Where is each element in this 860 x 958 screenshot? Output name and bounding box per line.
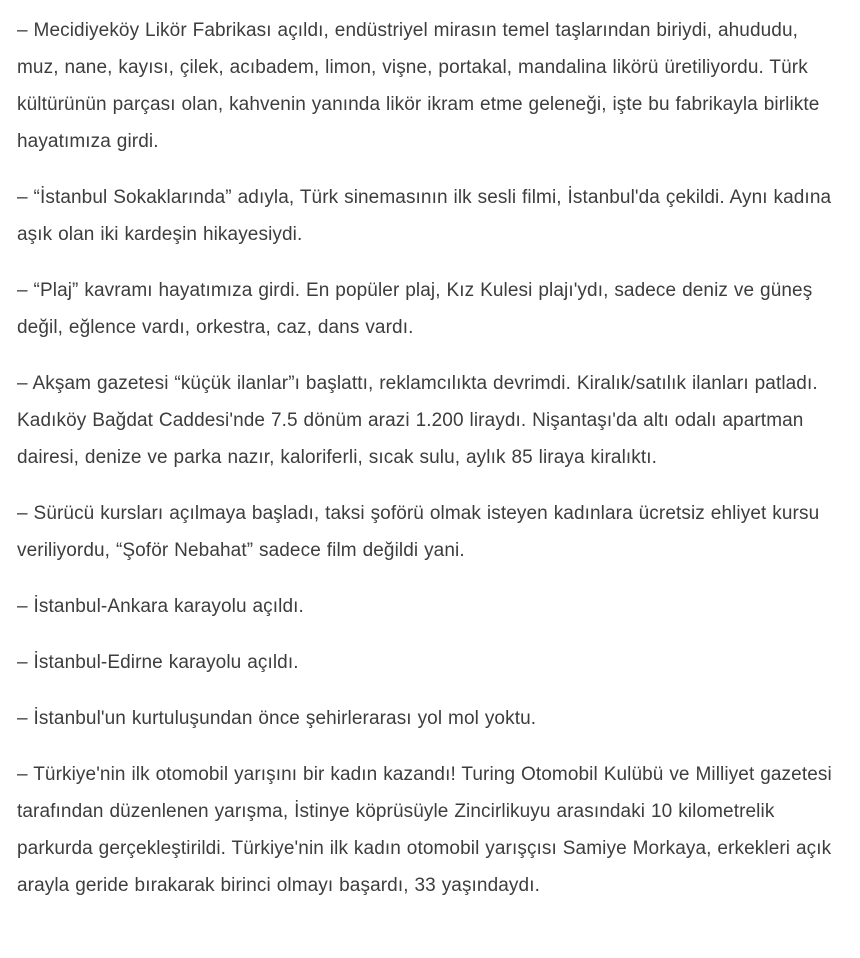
article-paragraph-likor-fabrikasi: – Mecidiyeköy Likör Fabrikası açıldı, endüstriyel mirasın temel taşlarından biriydi, ahududu, muz, nane, kayısı, çilek, acıbadem, limon, vişne, portakal, mandalina likörü üretiliyordu. Türk kültürünün parçası olan, kahvenin yanında likör ikram etme geleneği, işte bu fabrikayla birlikte hayatımıza girdi. (17, 20, 820, 152)
article-paragraph-kucuk-ilanlar: – Akşam gazetesi “küçük ilanlar”ı başlattı, reklamcılıkta devrimdi. Kiralık/satılık ilanları patladı. Kadıköy Bağdat Caddesi'nde 7.5 dönüm arazi 1.200 liraydı. Nişantaşı'da altı odalı apartman dairesi, denize ve parka nazır, kaloriferli, sıcak sulu, aylık 85 liraya kiralıktı. (17, 373, 818, 468)
article-paragraph-ilk-otomobil-yarisi: – Türkiye'nin ilk otomobil yarışını bir kadın kazandı! Turing Otomobil Kulübü ve Milliyet gazetesi tarafından düzenlenen yarışma, İstinye köprüsüyle Zincirlikuyu arasındaki 10 kilometrelik parkurda gerçekleştirildi. Türkiye'nin ilk kadın otomobil yarışçısı Samiye Morkaya, erkekleri açık arayla geride bırakarak birinci olmayı başardı, 33 yaşındaydı. (17, 764, 832, 896)
article-paragraph-sehirlerarasi-yol: – İstanbul'un kurtuluşundan önce şehirlerarası yol mol yoktu. (17, 708, 537, 729)
article-paragraph-surucu-kurslari: – Sürücü kursları açılmaya başladı, taksi şoförü olmak isteyen kadınlara ücretsiz ehliyet kursu veriliyordu, “Şoför Nebahat” sadece film değildi yani. (17, 503, 820, 561)
article-paragraph-ilk-sesli-film: – “İstanbul Sokaklarında” adıyla, Türk sinemasının ilk sesli filmi, İstanbul'da çekildi. Aynı kadına aşık olan iki kardeşin hikayesiydi. (17, 187, 832, 245)
article-paragraph-istanbul-ankara-karayolu: – İstanbul-Ankara karayolu açıldı. (17, 596, 304, 617)
article-paragraph-istanbul-edirne-karayolu: – İstanbul-Edirne karayolu açıldı. (17, 652, 299, 673)
article-paragraph-plaj-kavrami: – “Plaj” kavramı hayatımıza girdi. En popüler plaj, Kız Kulesi plajı'ydı, sadece deniz ve güneş değil, eğlence vardı, orkestra, caz, dans vardı. (17, 280, 813, 338)
